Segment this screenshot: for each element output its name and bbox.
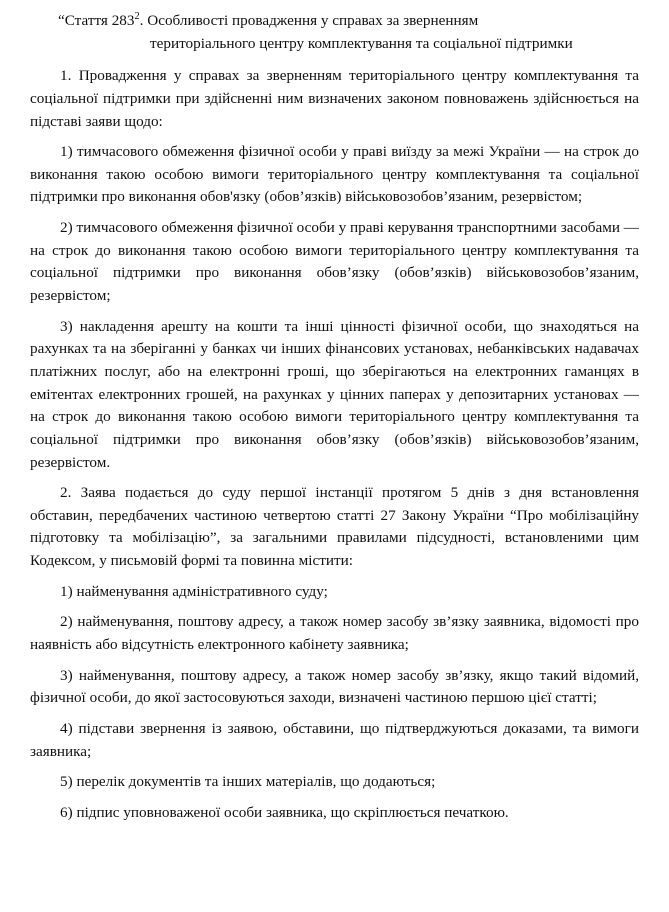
article-heading-part2: . Особливості провадження у справах за зверненням bbox=[139, 12, 479, 29]
article-heading-line2: територіального центру комплектування та соціальної підтримки bbox=[150, 34, 573, 52]
paragraph-2: 2. Заява подається до суду першої інстанції протягом 5 днів з дня встановлення обставин, передбачених частиною четвертою статті 27 Закону України “Про мобілізаційну підготовку та мобілізацію”, за загальними правилами підсудності, встановленими цим Кодексом, у письмовій формі та повинна містити: bbox=[30, 484, 639, 570]
paragraph-item-1-3: 3) накладення арешту на кошти та інші цінності фізичної особи, що знаходяться на рахунках та на зберіганні у банках чи інших фінансових установах, небанківських надавачах платіжних послуг, або на електронні гроші, що зберігаються на електронних гаманцях в емітентах електронних грошей, на рахунках у цінних паперах у депозитарних установах — на строк до виконання такою особою вимоги територіального центру комплектування та соціальної підтримки про виконання обов’язку (обов’язків) військовозобов’язаним, резервістом. bbox=[30, 317, 639, 471]
paragraph-item-2-6: 6) підпис уповноваженої особи заявника, що скріплюється печаткою. bbox=[60, 803, 509, 821]
paragraph-item-2-4: 4) підстави звернення із заявою, обставини, що підтверджуються доказами, та вимоги заявника; bbox=[30, 719, 639, 760]
paragraph-item-2-2: 2) найменування, поштову адресу, а також номер засобу зв’язку заявника, відомості про наявність або відсутність електронного кабінету заявника; bbox=[30, 613, 639, 654]
article-heading-superscript: 2 bbox=[134, 10, 140, 22]
paragraph-item-2-3: 3) найменування, поштову адресу, а також номер засобу зв’язку, якщо такий відомий, фізичної особи, до якої застосовуються заходи, визначені частиною першою цієї статті; bbox=[30, 666, 639, 707]
paragraph-1: 1. Провадження у справах за зверненням територіального центру комплектування та соціальної підтримки при здійсненні ним визначених законом повноважень здійснюється на підставі заяви щодо: bbox=[30, 67, 639, 130]
paragraph-item-1-2: 2) тимчасового обмеження фізичної особи у праві керування транспортними засобами — на строк до виконання такою особою вимоги територіального центру комплектування та соціальної підтримки про виконання обов’язку (обов’язків) військовозобов’язаним, резервістом; bbox=[30, 219, 639, 305]
document-body bbox=[30, 10, 639, 825]
article-heading bbox=[30, 10, 639, 55]
paragraph-item-2-1: 1) найменування адміністративного суду; bbox=[60, 582, 328, 600]
article-heading-part1: “Стаття 283 bbox=[58, 12, 135, 29]
paragraph-item-2-5: 5) перелік документів та інших матеріалів, що додаються; bbox=[60, 773, 436, 791]
paragraph-item-1-1: 1) тимчасового обмеження фізичної особи у праві виїзду за межі України — на строк до виконання такою особою вимоги територіального центру комплектування та соціальної підтримки про виконання обов'язку (обов’язків) військовозобов’язаним, резервістом; bbox=[30, 143, 639, 206]
